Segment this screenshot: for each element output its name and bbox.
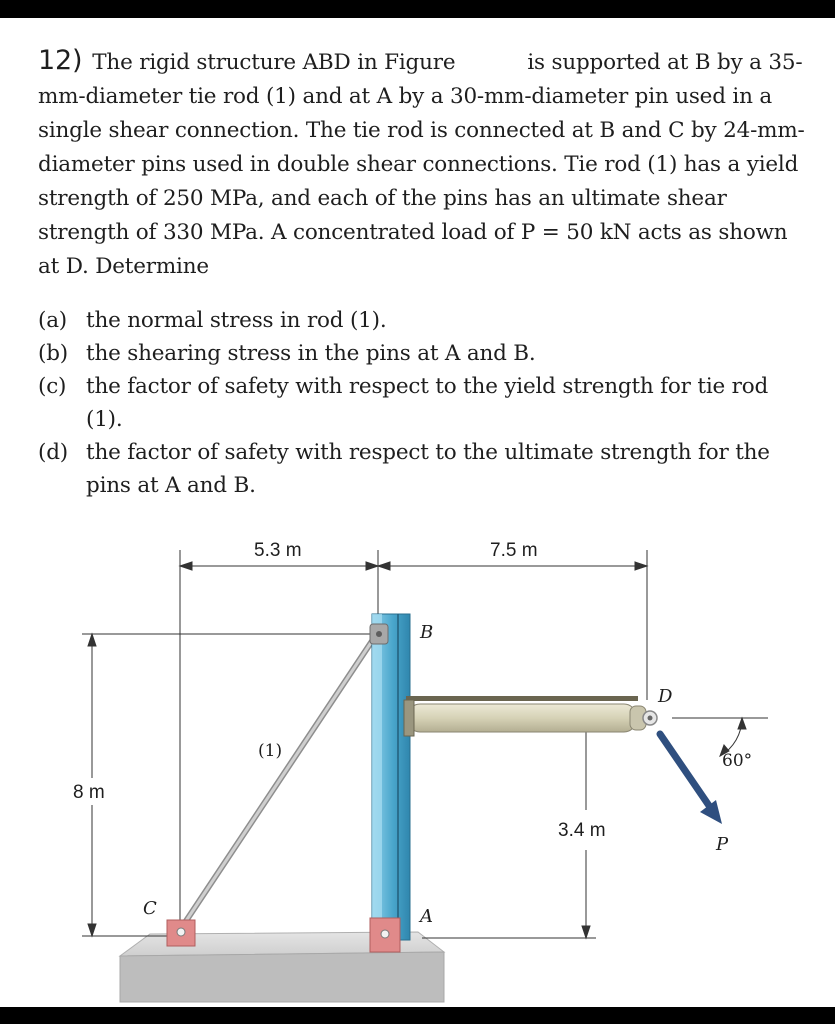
dim-7-5-label: 7.5 m <box>490 540 538 561</box>
bracket-c <box>167 920 195 946</box>
label-c: C <box>143 898 157 919</box>
angle-label: 60° <box>722 751 753 771</box>
dim-8-label: 8 m <box>73 782 105 803</box>
dim-3-4-label: 3.4 m <box>558 820 606 841</box>
tie-rod <box>180 632 378 930</box>
structure-diagram <box>0 520 835 1005</box>
horizontal-beam <box>404 696 657 736</box>
problem-statement <box>38 44 808 284</box>
bottom-black-bar <box>0 1007 835 1024</box>
label-d: D <box>658 686 673 707</box>
question-parts <box>38 304 808 502</box>
angle-reference <box>672 718 768 756</box>
label-p: P <box>716 834 729 855</box>
structure-figure <box>0 520 835 1005</box>
problem-text <box>38 44 808 502</box>
problem-number: 12) <box>38 45 83 76</box>
label-b: B <box>420 622 434 643</box>
dimension-vertical-left <box>82 634 386 936</box>
rod-label: (1) <box>258 741 283 761</box>
dimension-horizontal <box>180 550 647 940</box>
vertical-column <box>372 614 410 940</box>
part-a: (a) the normal stress in rod (1). <box>38 308 387 333</box>
part-d: (d) the factor of safety with respect to the ultimate strength for the pins at A and B. <box>38 440 770 498</box>
bracket-a <box>370 918 400 952</box>
label-a: A <box>420 906 433 927</box>
dim-5-3-label: 5.3 m <box>254 540 302 561</box>
top-black-bar <box>0 0 835 18</box>
load-arrow <box>660 734 722 824</box>
pin-b <box>370 624 388 644</box>
statement-rest: is supported at B by a 35-mm-diameter tie rod (1) and at A by a 30-mm-diameter pin used in a single shear connection. The tie rod is connected at B and C by 24-mm-diameter pins used in double shear connections. Tie rod (1) has a yield strength of 250 MPa, and each of the pins has an ultimate shear strength of 330 MPa. A concentrated load of P = 50 kN acts as shown at D. Determine <box>38 50 805 279</box>
statement-first: The rigid structure ABD in Figure <box>92 50 456 75</box>
part-b: (b) the shearing stress in the pins at A and B. <box>38 341 536 366</box>
part-c: (c) the factor of safety with respect to the yield strength for tie rod (1). <box>38 374 769 432</box>
